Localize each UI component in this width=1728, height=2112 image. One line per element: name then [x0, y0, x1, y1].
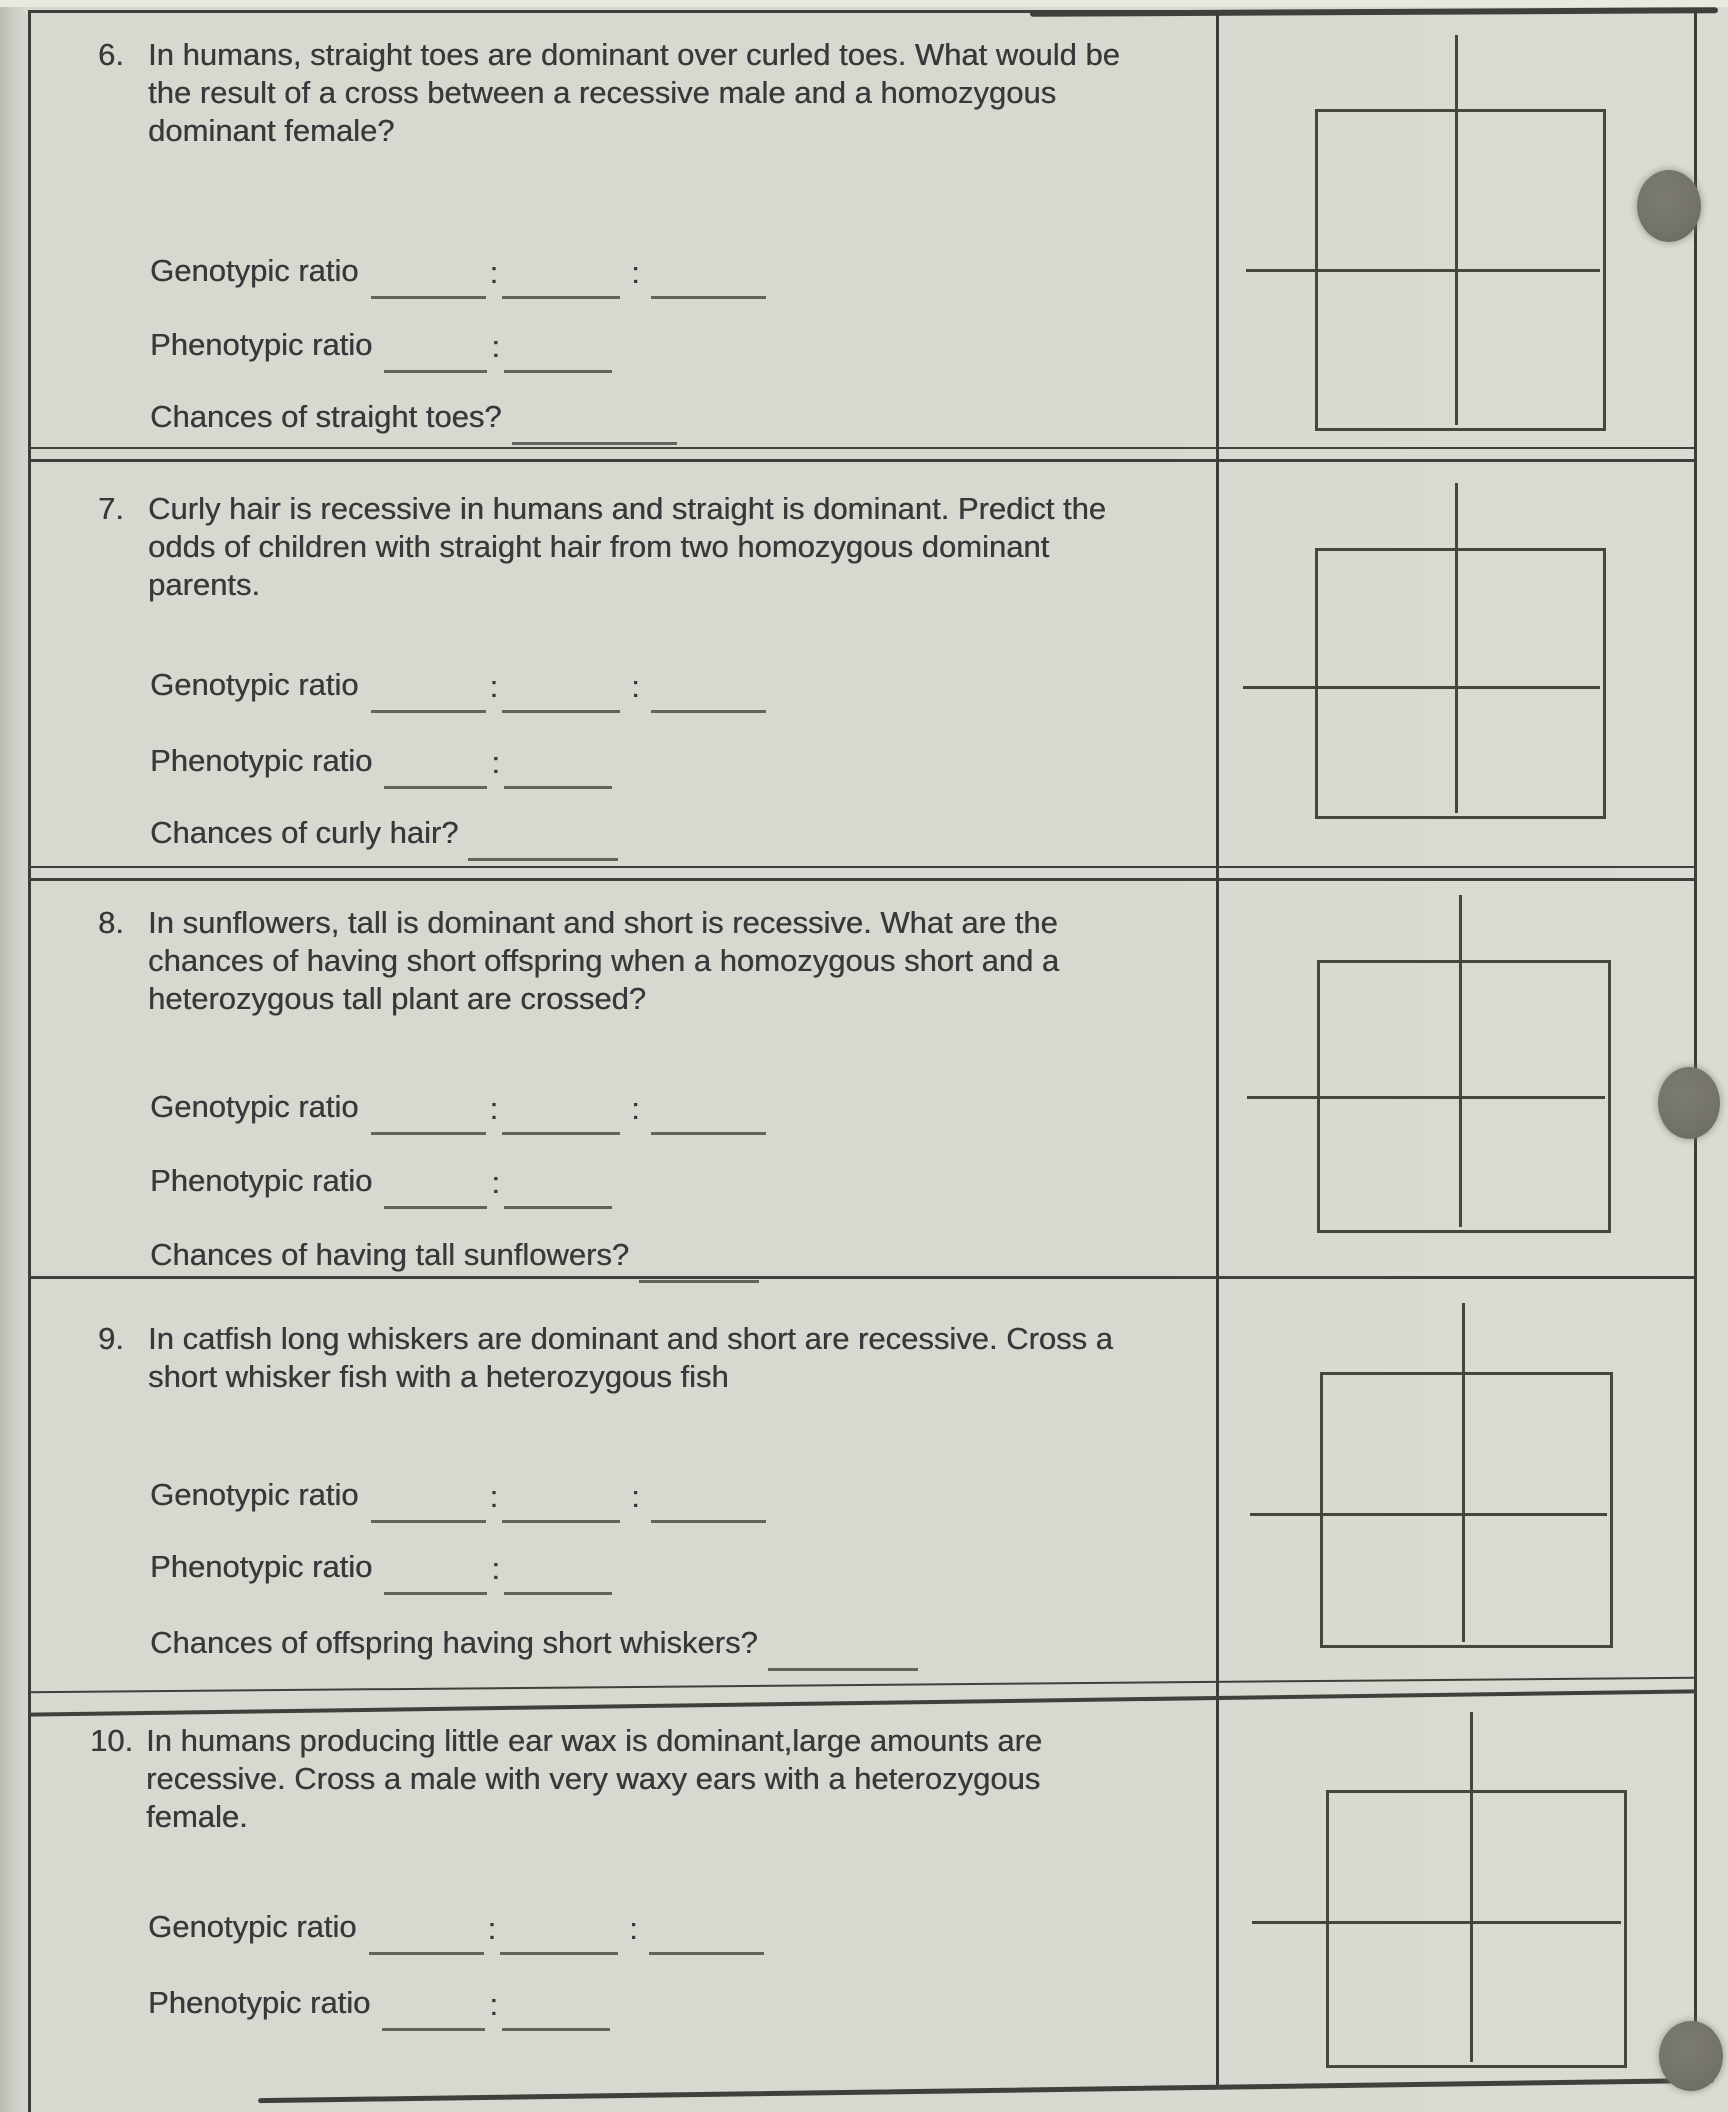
table-bottom-border	[258, 2078, 1714, 2103]
ratio-blank	[504, 336, 612, 373]
ratio-blank	[502, 1486, 620, 1523]
question-text-line: short whisker fish with a heterozygous fish	[148, 1359, 729, 1394]
genotypic-ratio-row	[150, 252, 766, 290]
genotypic-ratio-row	[148, 1908, 764, 1946]
ratio-blank	[384, 752, 487, 789]
chances-blank	[512, 408, 677, 445]
ratio-blank	[649, 1918, 764, 1955]
ratio-blank	[384, 1558, 487, 1595]
row-divider-9-10	[28, 1689, 1694, 1716]
genotypic-ratio-row	[150, 666, 766, 704]
chances-label: Chances of straight toes?	[150, 399, 502, 434]
ratio-colon: :	[489, 1987, 498, 2022]
row-divider-7-8	[28, 878, 1694, 881]
question-number: 9.	[98, 1321, 124, 1356]
ratio-colon: :	[631, 255, 640, 290]
table-left-border	[28, 10, 31, 2112]
table-top-border-thick	[1030, 7, 1718, 17]
question-text-line: In sunflowers, tall is dominant and short is recessive. What are the	[148, 905, 1058, 940]
punnett-square	[1320, 1372, 1613, 1648]
chances-label: Chances of having tall sunflowers?	[150, 1237, 630, 1272]
question-text-line: odds of children with straight hair from two homozygous dominant	[148, 529, 1050, 564]
phenotypic-ratio-label: Phenotypic ratio	[150, 327, 373, 362]
ratio-colon: :	[487, 1911, 497, 1946]
hole-punch-dot	[1659, 2021, 1723, 2091]
phenotypic-ratio-row	[150, 1548, 612, 1586]
phenotypic-ratio-row	[150, 1162, 612, 1200]
ratio-colon: :	[631, 669, 640, 704]
chances-blank	[468, 824, 618, 861]
ratio-blank	[371, 262, 486, 299]
phenotypic-ratio-label: Phenotypic ratio	[150, 1163, 373, 1198]
phenotypic-ratio-row	[150, 326, 612, 364]
genotypic-ratio-label: Genotypic ratio	[150, 1089, 359, 1124]
question-text-line: female.	[146, 1799, 248, 1834]
table-column-divider	[1216, 11, 1219, 2088]
ratio-blank	[502, 1994, 610, 2031]
question-number: 7.	[98, 491, 124, 526]
punnett-square	[1326, 1790, 1627, 2068]
ratio-colon: :	[489, 669, 499, 704]
question-text-line: In catfish long whiskers are dominant and short are recessive. Cross a	[148, 1321, 1113, 1356]
ratio-colon: :	[491, 745, 500, 780]
row-divider-6-7	[28, 459, 1694, 462]
row-divider-9-10-thin	[28, 1677, 1694, 1694]
ratio-colon: :	[491, 329, 500, 364]
ratio-colon: :	[491, 1165, 500, 1200]
chances-label: Chances of offspring having short whiskers?	[150, 1625, 758, 1660]
phenotypic-ratio-label: Phenotypic ratio	[150, 743, 373, 778]
genotypic-ratio-label: Genotypic ratio	[150, 667, 359, 702]
genotypic-ratio-row	[150, 1476, 766, 1514]
question-text-line: recessive. Cross a male with very waxy ears with a heterozygous	[146, 1761, 1041, 1796]
ratio-blank	[371, 676, 486, 713]
genotypic-ratio-row	[150, 1088, 766, 1126]
question-text-line: Curly hair is recessive in humans and straight is dominant. Predict the	[148, 491, 1106, 526]
question-text-line: In humans, straight toes are dominant over curled toes. What would be	[148, 37, 1120, 72]
chances-row	[150, 1624, 918, 1662]
chances-row	[150, 1236, 759, 1274]
ratio-blank	[500, 1918, 618, 1955]
punnett-square	[1317, 960, 1611, 1233]
chances-blank	[768, 1634, 918, 1671]
question-text-line: chances of having short offspring when a homozygous short and a	[148, 943, 1060, 978]
chances-row	[150, 814, 618, 852]
ratio-colon: :	[489, 1479, 499, 1514]
page-top-margin	[0, 0, 1728, 7]
question-text-line: heterozygous tall plant are crossed?	[148, 981, 647, 1016]
ratio-colon: :	[491, 1551, 500, 1586]
row-divider-8-9	[28, 1276, 1694, 1279]
ratio-blank	[371, 1098, 486, 1135]
chances-row	[150, 398, 677, 436]
phenotypic-ratio-row	[148, 1984, 610, 2022]
ratio-blank	[504, 1172, 612, 1209]
ratio-colon: :	[631, 1479, 640, 1514]
genotypic-ratio-label: Genotypic ratio	[150, 1477, 359, 1512]
genotypic-ratio-label: Genotypic ratio	[150, 253, 359, 288]
ratio-colon: :	[489, 1091, 499, 1126]
chances-blank	[639, 1246, 759, 1283]
ratio-blank	[502, 676, 620, 713]
ratio-colon: :	[631, 1091, 640, 1126]
question-text-line: parents.	[148, 567, 261, 602]
phenotypic-ratio-label: Phenotypic ratio	[148, 1985, 371, 2020]
ratio-colon: :	[489, 255, 499, 290]
ratio-blank	[371, 1486, 486, 1523]
punnett-square	[1315, 548, 1606, 819]
question-text-line: dominant female?	[148, 113, 395, 148]
punnett-square	[1315, 109, 1606, 431]
genotypic-ratio-label: Genotypic ratio	[148, 1909, 357, 1944]
ratio-blank	[384, 1172, 487, 1209]
chances-label: Chances of curly hair?	[150, 815, 459, 850]
ratio-blank	[651, 262, 766, 299]
ratio-blank	[651, 1098, 766, 1135]
ratio-blank	[504, 1558, 612, 1595]
hole-punch-dot	[1637, 170, 1701, 242]
ratio-blank	[651, 1486, 766, 1523]
ratio-blank	[504, 752, 612, 789]
question-number: 10.	[90, 1723, 134, 1758]
question-number: 8.	[98, 905, 124, 940]
ratio-colon: :	[629, 1911, 638, 1946]
ratio-blank	[502, 262, 620, 299]
ratio-blank	[382, 1994, 485, 2031]
question-text-line: the result of a cross between a recessive male and a homozygous	[148, 75, 1057, 110]
row-divider-7-8-thin	[28, 866, 1694, 868]
ratio-blank	[384, 336, 487, 373]
ratio-blank	[651, 676, 766, 713]
phenotypic-ratio-row	[150, 742, 612, 780]
question-text-line: In humans producing little ear wax is dominant,large amounts are	[146, 1723, 1043, 1758]
ratio-blank	[502, 1098, 620, 1135]
ratio-blank	[369, 1918, 484, 1955]
phenotypic-ratio-label: Phenotypic ratio	[150, 1549, 373, 1584]
question-number: 6.	[98, 37, 124, 72]
hole-punch-dot	[1658, 1067, 1720, 1139]
row-divider-6-7-thin	[28, 447, 1694, 449]
table-right-border	[1694, 10, 1697, 2082]
